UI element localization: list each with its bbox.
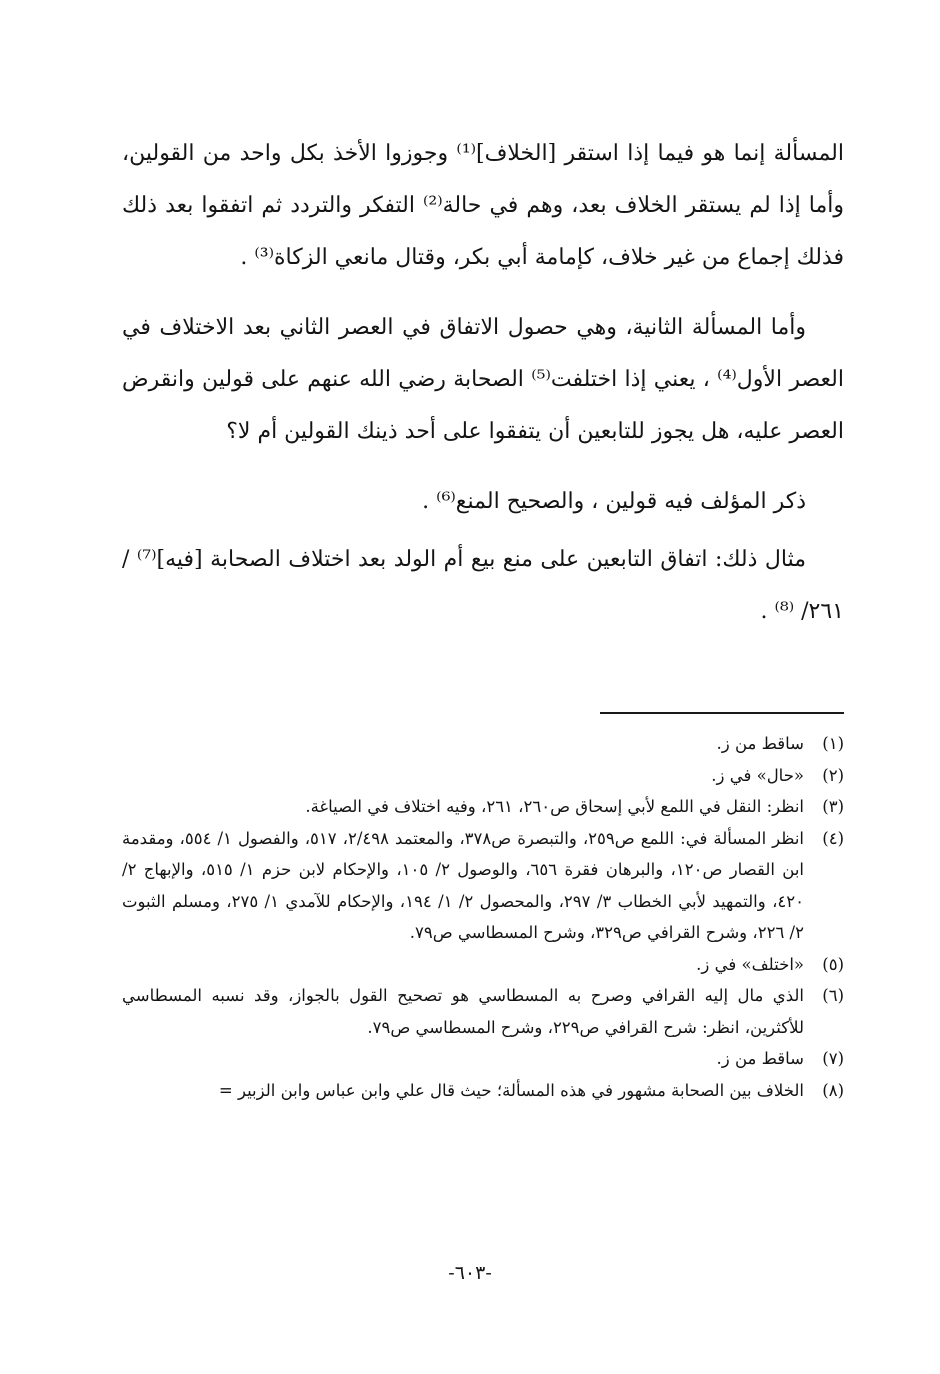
- paragraph-2: وأما المسألة الثانية، وهي حصول الاتفاق في العصر الثاني بعد الاختلاف في العصر الأول⁽⁴⁾ ، يعني إذا اختلفت⁽⁵⁾ الصحابة رضي الله عنهم على قولين وانقرض العصر عليه، هل يجوز للتابعين أن يتفقوا على أحد ذينك القولين أم لا؟: [122, 315, 844, 444]
- footnote-text: الذي مال إليه القرافي وصرح به المسطاسي هو تصحيح القول بالجواز، وقد نسبه المسطاسي للأكثرين، انظر: شرح القرافي ص٢٢٩، وشرح المسطاسي ص٧٩.: [122, 986, 804, 1037]
- footnote-item: [122, 791, 844, 823]
- footnote-item: [122, 728, 844, 760]
- footnote-text: الخلاف بين الصحابة مشهور في هذه المسألة؛ حيث قال علي وابن عباس وابن الزبير =: [218, 1080, 804, 1100]
- page-number: -٦٠٣-: [448, 1262, 492, 1284]
- footnote-item: [122, 949, 844, 981]
- footnote-text: ساقط من ز.: [716, 734, 804, 753]
- footnote-number: (٥): [822, 954, 844, 974]
- paragraph-3: ذكر المؤلف فيه قولين ، والصحيح المنع⁽⁶⁾ .: [422, 489, 806, 514]
- footnote-number: (٢): [822, 765, 844, 785]
- footnote-text: «حال» في ز.: [711, 765, 804, 785]
- footnote-text: «اختلف» في ز.: [696, 954, 804, 974]
- footnote-item: [122, 823, 844, 949]
- footnote-item: [122, 980, 844, 1043]
- footnote-divider: [600, 712, 844, 714]
- footnote-item: [122, 1043, 844, 1075]
- main-text: [122, 128, 844, 656]
- footnote-number: (٣): [822, 797, 844, 816]
- footnote-number: (٦): [822, 986, 844, 1005]
- footnote-text: انظر المسألة في: اللمع ص٢٥٩، والتبصرة ص٣٧٨، والمعتمد ٢/٤٩٨، ٥١٧، والفصول ١/ ٥٥٤، ومقدمة ابن القصار ص١٢٠، والبرهان فقرة ٦٥٦، والوصول ٢/ ١٠٥، والإحكام لابن حزم ١/ ٥١٥، والإبهاج ٢/ ٤٢٠، والتمهيد لأبي الخطاب ٣/ ٢٩٧، والمحصول ٢/ ١/ ١٩٤، والإحكام للآمدي ١/ ٢٧٥، ومسلم الثبوت ٢/ ٢٢٦، وشرح القرافي ص٣٢٩، وشرح المسطاسي ص٧٩.: [122, 828, 804, 942]
- footnote-number: (٨): [822, 1080, 844, 1100]
- footnotes: [122, 728, 844, 1106]
- footnote-text: ساقط من ز.: [716, 1049, 804, 1068]
- footnote-item: [122, 1075, 844, 1107]
- footnote-item: [122, 760, 844, 792]
- paragraph-4: مثال ذلك: اتفاق التابعين على منع بيع أم الولد بعد اختلاف الصحابة [فيه]⁽⁷⁾ / ٢٦١/ ⁽⁸⁾ .: [122, 547, 844, 624]
- footnote-number: (٤): [822, 828, 844, 848]
- footnote-text: انظر: النقل في اللمع لأبي إسحاق ص٢٦٠، ٢٦١، وفيه اختلاف في الصياغة.: [305, 797, 804, 816]
- footnote-number: (١): [822, 734, 844, 753]
- footnote-number: (٧): [822, 1049, 844, 1068]
- paragraph-1: المسألة إنما هو فيما إذا استقر [الخلاف]⁽¹⁾ وجوزوا الأخذ بكل واحد من القولين، وأما إذا لم يستقر الخلاف بعد، وهم في حالة⁽²⁾ التفكر والتردد ثم اتفقوا بعد ذلك فذلك إجماع من غير خلاف، كإمامة أبي بكر، وقتال مانعي الزكاة⁽³⁾ .: [122, 141, 845, 270]
